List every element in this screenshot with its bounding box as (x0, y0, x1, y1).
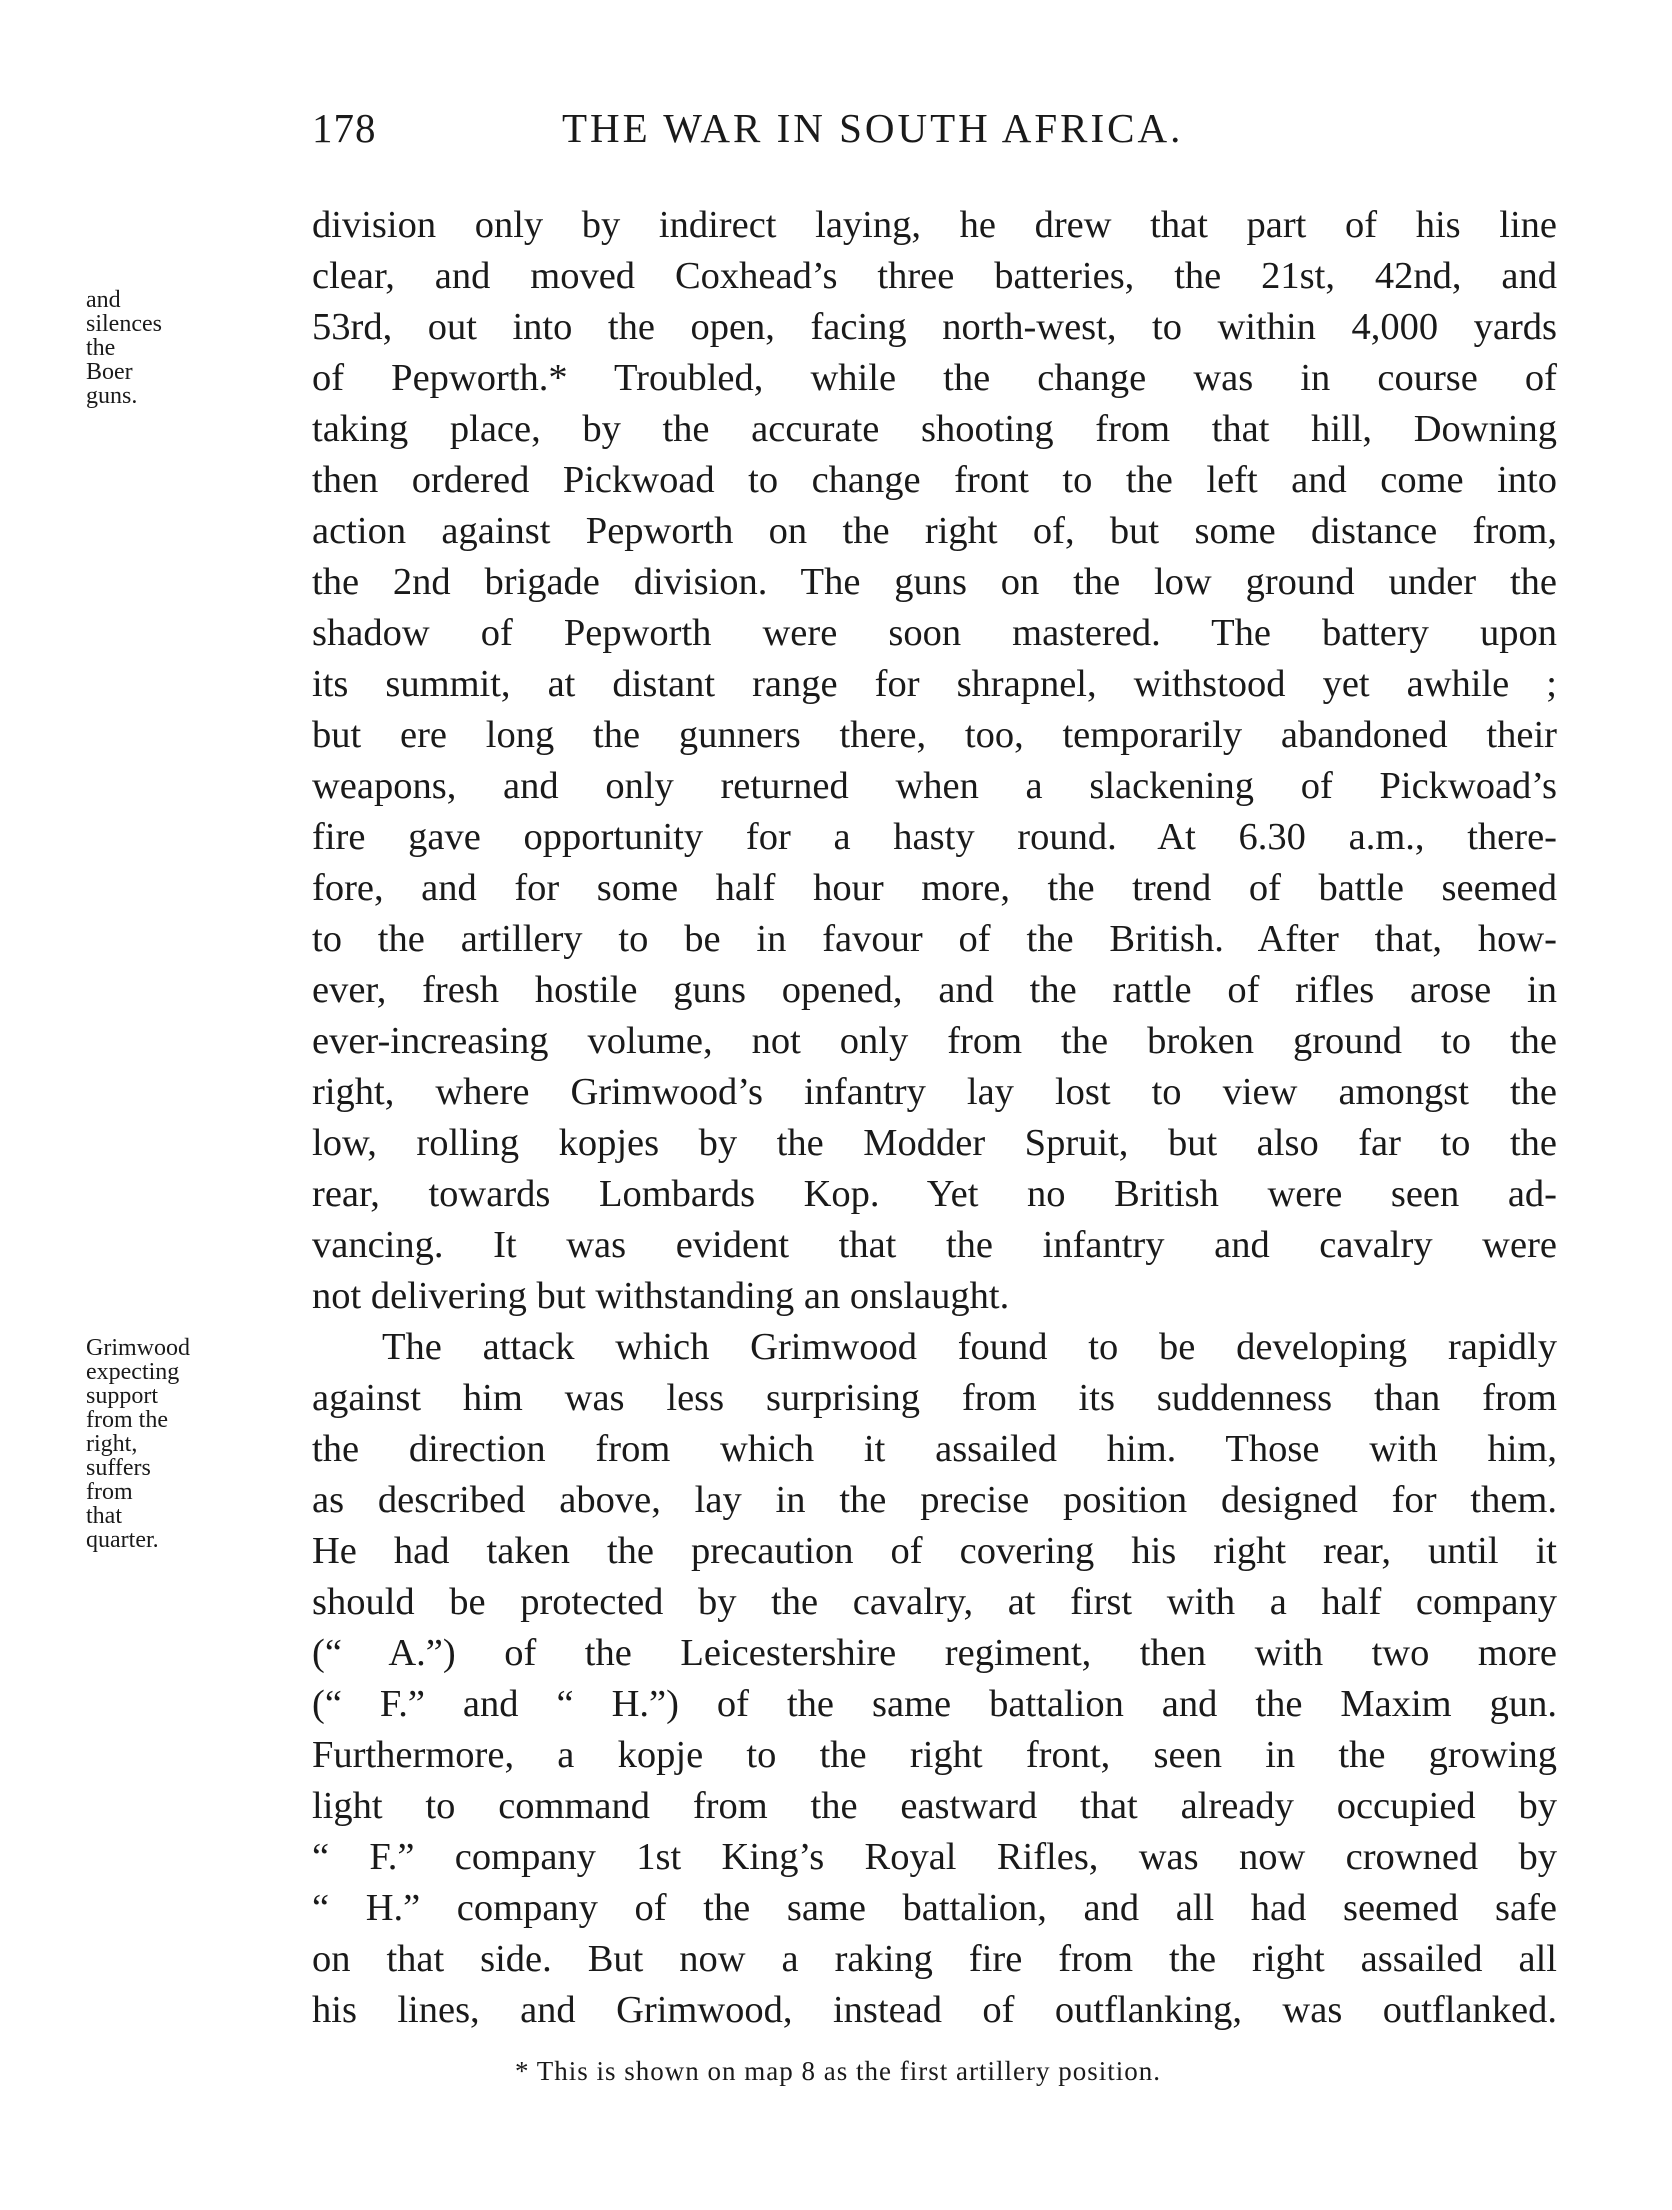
text-line: right, where Grimwood’s infantry lay lost to view amongst the (312, 1071, 1557, 1113)
text-line: rear, towards Lombards Kop. Yet no British were seen ad- (312, 1173, 1557, 1215)
sidenote-line: expecting (86, 1359, 180, 1385)
text-line: of Pepworth.* Troubled, while the change was in course of (312, 357, 1557, 399)
text-line: fore, and for some half hour more, the trend of battle seemed (312, 867, 1557, 909)
text-line: fire gave opportunity for a hasty round. At 6.30 a.m., there- (312, 816, 1557, 858)
text-line: weapons, and only returned when a slackening of Pickwoad’s (312, 765, 1557, 807)
sidenote-line: that (86, 1503, 122, 1529)
text-line: as described above, lay in the precise position designed for them. (312, 1479, 1557, 1521)
text-line: the 2nd brigade division. The guns on the low ground under the (312, 561, 1557, 603)
sidenote-line: and (86, 287, 121, 313)
running-title: THE WAR IN SOUTH AFRICA. (562, 105, 1184, 151)
text-line: action against Pepworth on the right of, but some distance from, (312, 510, 1557, 552)
text-line: (“ A.”) of the Leicestershire regiment, then with two more (312, 1632, 1557, 1674)
text-line: against him was less surprising from its suddenness than from (312, 1377, 1557, 1419)
text-line: ever-increasing volume, not only from the broken ground to the (312, 1020, 1557, 1062)
text-line: Furthermore, a kopje to the right front, seen in the growing (312, 1734, 1557, 1776)
text-line: should be protected by the cavalry, at first with a half company (312, 1581, 1557, 1623)
sidenote-line: silences (86, 311, 162, 337)
text-line: The attack which Grimwood found to be developing rapidly (382, 1326, 1557, 1368)
text-line: light to command from the eastward that already occupied by (312, 1785, 1557, 1827)
text-line: then ordered Pickwoad to change front to the left and come into (312, 459, 1557, 501)
sidenote-line: Grimwood (86, 1335, 190, 1361)
sidenote-line: support (86, 1383, 158, 1409)
sidenote-line: guns. (86, 383, 138, 409)
text-line: the direction from which it assailed him. Those with him, (312, 1428, 1557, 1470)
text-line: on that side. But now a raking fire from the right assailed all (312, 1938, 1557, 1980)
body-text (312, 200, 1557, 2036)
sidenote-line: from (86, 1479, 133, 1505)
text-line: taking place, by the accurate shooting from that hill, Downing (312, 408, 1557, 450)
text-line: 53rd, out into the open, facing north-west, to within 4,000 yards (312, 306, 1557, 348)
text-line: its summit, at distant range for shrapnel, withstood yet awhile ; (312, 663, 1557, 705)
text-line: “ F.” company 1st King’s Royal Rifles, was now crowned by (312, 1836, 1557, 1878)
text-line: not delivering but withstanding an onslaught. (312, 1275, 1010, 1317)
running-head (312, 104, 1552, 160)
sidenote-line: quarter. (86, 1527, 159, 1553)
text-line: but ere long the gunners there, too, temporarily abandoned their (312, 714, 1557, 756)
sidenote-line: the (86, 335, 116, 361)
sidenote-grimwood-expecting-support (86, 1336, 236, 1552)
sidenote-line: suffers (86, 1455, 151, 1481)
text-line: He had taken the precaution of covering his right rear, until it (312, 1530, 1557, 1572)
text-line: his lines, and Grimwood, instead of outflanking, was outflanked. (312, 1989, 1557, 2031)
text-line: clear, and moved Coxhead’s three batteries, the 21st, 42nd, and (312, 255, 1557, 297)
sidenote-line: Boer (86, 359, 133, 385)
text-line: shadow of Pepworth were soon mastered. The battery upon (312, 612, 1557, 654)
text-line: division only by indirect laying, he drew that part of his line (312, 204, 1557, 246)
page-number: 178 (312, 105, 377, 151)
sidenote-line: from the (86, 1407, 168, 1433)
text-line: (“ F.” and “ H.”) of the same battalion and the Maxim gun. (312, 1683, 1557, 1725)
sidenote-line: right, (86, 1431, 138, 1457)
sidenote-silences-boer-guns (86, 288, 236, 408)
footnote: * This is shown on map 8 as the first artillery position. (515, 2056, 1161, 2086)
text-line: low, rolling kopjes by the Modder Spruit, but also far to the (312, 1122, 1557, 1164)
text-line: to the artillery to be in favour of the British. After that, how- (312, 918, 1557, 960)
text-line: “ H.” company of the same battalion, and all had seemed safe (312, 1887, 1557, 1929)
text-line: ever, fresh hostile guns opened, and the rattle of rifles arose in (312, 969, 1557, 1011)
text-line: vancing. It was evident that the infantry and cavalry were (312, 1224, 1557, 1266)
